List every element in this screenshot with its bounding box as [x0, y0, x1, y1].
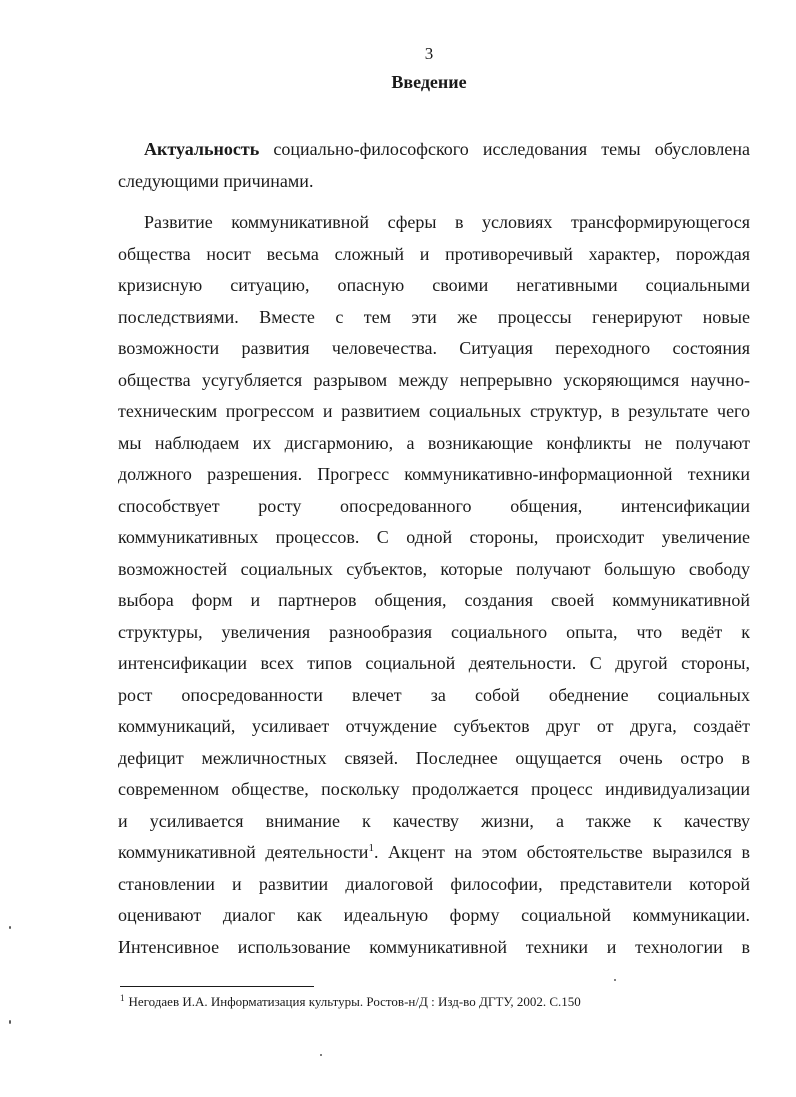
body-line: возможности развития человечества. Ситуация переходного состояния — [118, 338, 750, 358]
body-line: коммуникативных процессов. С одной стороны, происходит увеличение — [118, 527, 750, 547]
intro-lead-rest: социально-философского исследования темы обусловлена — [259, 139, 750, 159]
paragraph-gap — [118, 197, 750, 207]
body-line: становлении и развитии диалоговой философии, представители которой — [118, 873, 750, 894]
scan-speck — [320, 1054, 322, 1056]
body-line-with-footnote — [118, 837, 750, 869]
scan-speck — [614, 979, 616, 981]
page-title: Введение — [391, 72, 467, 92]
footnote — [120, 994, 581, 1010]
footnote-reference[interactable]: 1 — [368, 842, 374, 854]
fn-line-after: . Акцент на этом обстоятельстве выразился в — [373, 842, 750, 862]
body-line: выбора форм и партнеров общения, создания своей коммуникативной — [118, 590, 750, 610]
scan-speck — [9, 1020, 11, 1024]
fn-line-before: коммуникативной деятельности — [118, 842, 369, 862]
body-line: интенсификации всех типов социальной деятельности. С другой стороны, — [118, 653, 750, 673]
intro-lead-bold: Актуальность — [144, 139, 260, 159]
intro-line-1 — [118, 134, 750, 166]
page-number: 3 — [424, 44, 434, 63]
body-line: общества усугубляется разрывом между непрерывно ускоряющимся научно- — [118, 369, 750, 390]
body-line: коммуникаций, усиливает отчуждение субъектов друг от друга, создаёт — [118, 716, 750, 736]
body-line: рост опосредованности влечет за собой обеднение социальных — [118, 684, 750, 705]
body-line: дефицит межличностных связей. Последнее ощущается очень остро в — [118, 747, 750, 768]
body-text — [118, 134, 750, 963]
intro-line-2: следующими причинами. — [118, 170, 314, 191]
body-line: структуры, увеличения разнообразия социального опыта, что ведёт к — [118, 621, 750, 642]
footnote-divider — [120, 986, 314, 987]
footnote-marker: 1 — [120, 992, 125, 1003]
body-line: современном обществе, поскольку продолжается процесс индивидуализации — [118, 779, 750, 799]
body-line: способствует росту опосредованного общения, интенсификации — [118, 495, 750, 516]
body-line: Интенсивное использование коммуникативной техники и технологии в — [118, 936, 750, 957]
body-line: мы наблюдаем их дисгармонию, а возникающие конфликты не получают — [118, 432, 750, 453]
body-line: должного разрешения. Прогресс коммуникативно-информационной техники — [118, 464, 750, 484]
body-line: и усиливается внимание к качеству жизни, а также к качеству — [118, 810, 750, 831]
footnote-text: Негодаев И.А. Информатизация культуры. Ростов-н/Д : Изд-во ДГТУ, 2002. С.150 — [128, 994, 581, 1009]
scan-speck — [9, 926, 11, 929]
body-line: техническим прогрессом и развитием социальных структур, в результате чего — [118, 401, 750, 421]
body-line: возможностей социальных субъектов, которые получают большую свободу — [118, 558, 750, 579]
body-line: Развитие коммуникативной сферы в условиях трансформирующегося — [144, 212, 750, 232]
body-line: общества носит весьма сложный и противоречивый характер, порождая — [118, 243, 750, 264]
body-line: кризисную ситуацию, опасную своими негативными социальными — [118, 275, 750, 295]
body-line: последствиями. Вместе с тем эти же процессы генерируют новые — [118, 306, 750, 327]
body-line: оценивают диалог как идеальную форму социальной коммуникации. — [118, 905, 750, 925]
